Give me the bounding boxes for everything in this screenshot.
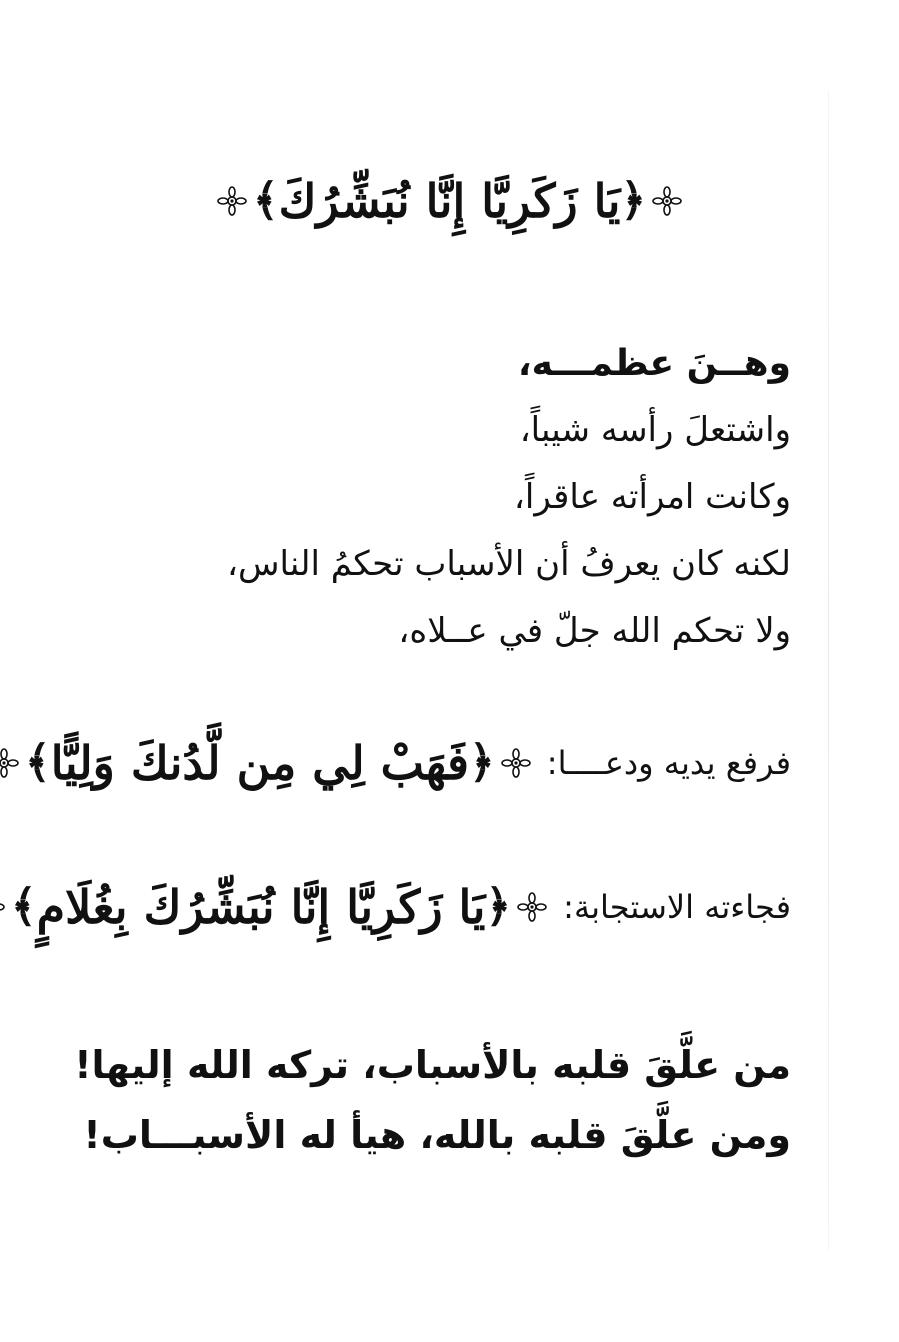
moral-block [71, 1030, 791, 1170]
title-verse-text: يَا زَكَرِيَّا إِنَّا نُبَشِّرُكَ [278, 174, 621, 228]
close-bracket: ﴾ [24, 737, 51, 788]
close-bracket: ﴾ [252, 175, 279, 226]
close-bracket: ﴾ [10, 881, 37, 932]
dua-line [0, 736, 791, 790]
moral-line: ومن علَّقَ قلبه بالله، هيأ له الأسبـــاب! [83, 1113, 791, 1157]
page-edge-shadow [828, 90, 829, 1250]
poem-block [91, 330, 791, 665]
open-bracket: ﴿ [620, 175, 647, 226]
quran-flower-icon [515, 890, 549, 924]
dua-verse-text: فَهَبْ لِي مِن لَّدُنكَ وَلِيًّا [50, 736, 469, 790]
dua-lead-text: فرفع يديه ودعــــا: [546, 744, 791, 782]
quran-flower-icon [215, 184, 249, 218]
answer-line [0, 880, 791, 934]
poem-line: وكانت امرأته عاقراً، [513, 477, 791, 517]
poem-line: ولا تحكم الله جلّ في عــلاه، [398, 611, 791, 651]
quran-flower-icon [499, 746, 533, 780]
quran-flower-icon [650, 184, 684, 218]
poem-line: لكنه كان يعرفُ أن الأسباب تحكمُ الناس، [227, 544, 791, 584]
poem-line: واشتعلَ رأسه شيباً، [519, 410, 791, 450]
quran-flower-icon [0, 746, 21, 780]
answer-lead-text: فجاءته الاستجابة: [563, 888, 791, 926]
quran-flower-icon [0, 890, 7, 924]
poem-line: وهــنَ عظمـــه، [517, 343, 791, 384]
open-bracket: ﴿ [485, 881, 512, 932]
moral-line: من علَّقَ قلبه بالأسباب، تركه الله إليها! [74, 1043, 791, 1087]
answer-verse-text: يَا زَكَرِيَّا إِنَّا نُبَشِّرُكَ بِغُلَامٍ [36, 880, 486, 934]
open-bracket: ﴿ [469, 737, 495, 788]
title-verse-line [0, 174, 899, 228]
